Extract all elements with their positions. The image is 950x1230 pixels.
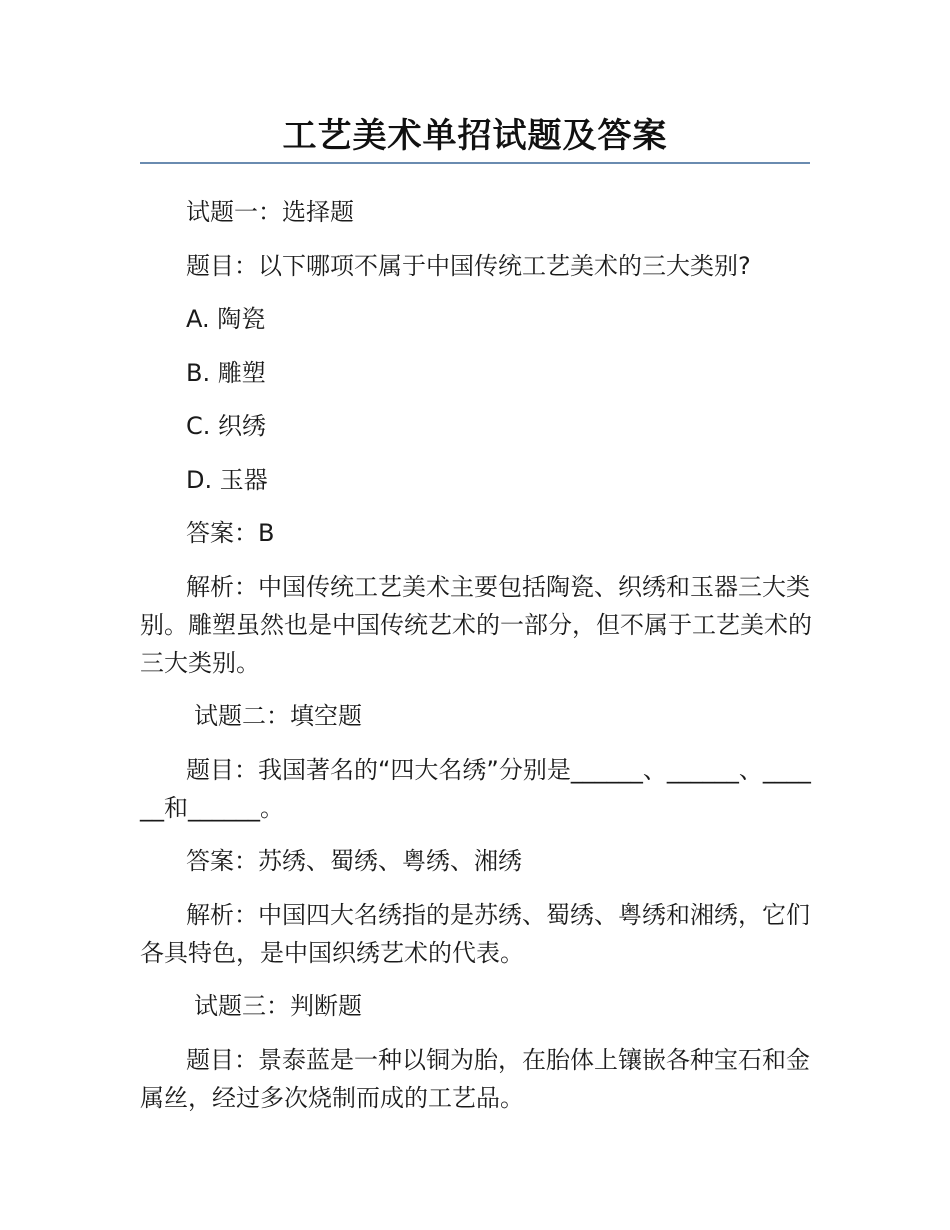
q2-question: 题目：我国著名的“四大名绣”分别是______、______、______和______。: [140, 755, 811, 822]
q1-option-a: A. 陶瓷: [186, 305, 266, 333]
q2-answer: 答案：苏绣、蜀绣、粤绣、湘绣: [186, 847, 522, 875]
q3-heading: 试题三：判断题: [194, 992, 362, 1020]
q1-heading: 试题一：选择题: [186, 198, 354, 226]
q1-option-d: D. 玉器: [186, 465, 268, 494]
q1-option-c: C. 织绣: [186, 412, 267, 440]
document-title: 工艺美术单招试题及答案: [282, 116, 668, 156]
document-body: [140, 193, 812, 1132]
q2-explanation: 解析：中国四大名绣指的是苏绣、蜀绣、粤绣和湘绣，它们各具特色，是中国织绣艺术的代表。: [140, 900, 810, 967]
q2-heading: 试题二：填空题: [194, 702, 362, 730]
q1-question: 题目：以下哪项不属于中国传统工艺美术的三大类别?: [186, 251, 751, 280]
q1-answer: 答案：B: [186, 519, 275, 547]
q1-explanation: 解析：中国传统工艺美术主要包括陶瓷、织绣和玉器三大类别。雕塑虽然也是中国传统艺术的一部分，但不属于工艺美术的三大类别。: [140, 572, 812, 677]
q3-question: 题目：景泰蓝是一种以铜为胎，在胎体上镶嵌各种宝石和金属丝，经过多次烧制而成的工艺品。: [140, 1045, 810, 1112]
title-underline: [140, 162, 810, 164]
q1-option-b: B. 雕塑: [186, 358, 266, 387]
